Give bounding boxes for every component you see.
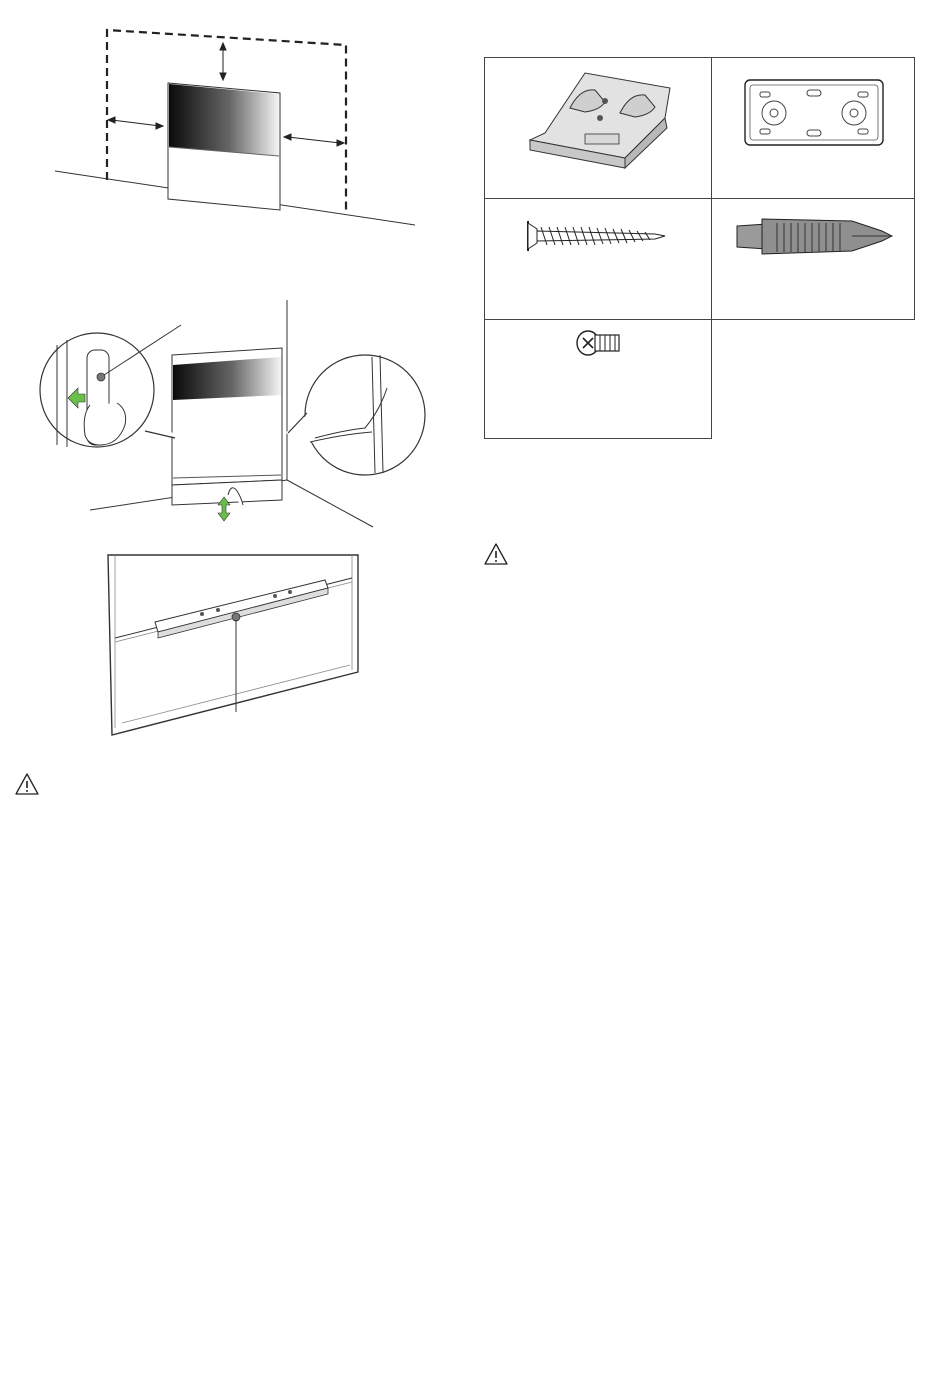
small-screw-icon <box>485 320 713 440</box>
part-cell-wall-anchor <box>711 198 915 320</box>
part-cell-wall-bracket <box>484 57 712 199</box>
rear-bracket-diagram <box>100 550 370 745</box>
wall-anchor-icon <box>712 199 916 321</box>
wood-screw-icon <box>485 199 713 321</box>
clearance-diagram <box>50 25 420 230</box>
caution-icon <box>14 772 40 796</box>
caution-icon <box>483 542 509 566</box>
wall-bracket-icon <box>485 58 713 200</box>
installation-diagram <box>35 295 435 530</box>
part-cell-mounting-plate <box>711 57 915 199</box>
parts-table <box>484 57 915 439</box>
part-cell-small-screw <box>484 319 712 439</box>
mounting-plate-icon <box>712 58 916 200</box>
part-cell-wood-screw <box>484 198 712 320</box>
